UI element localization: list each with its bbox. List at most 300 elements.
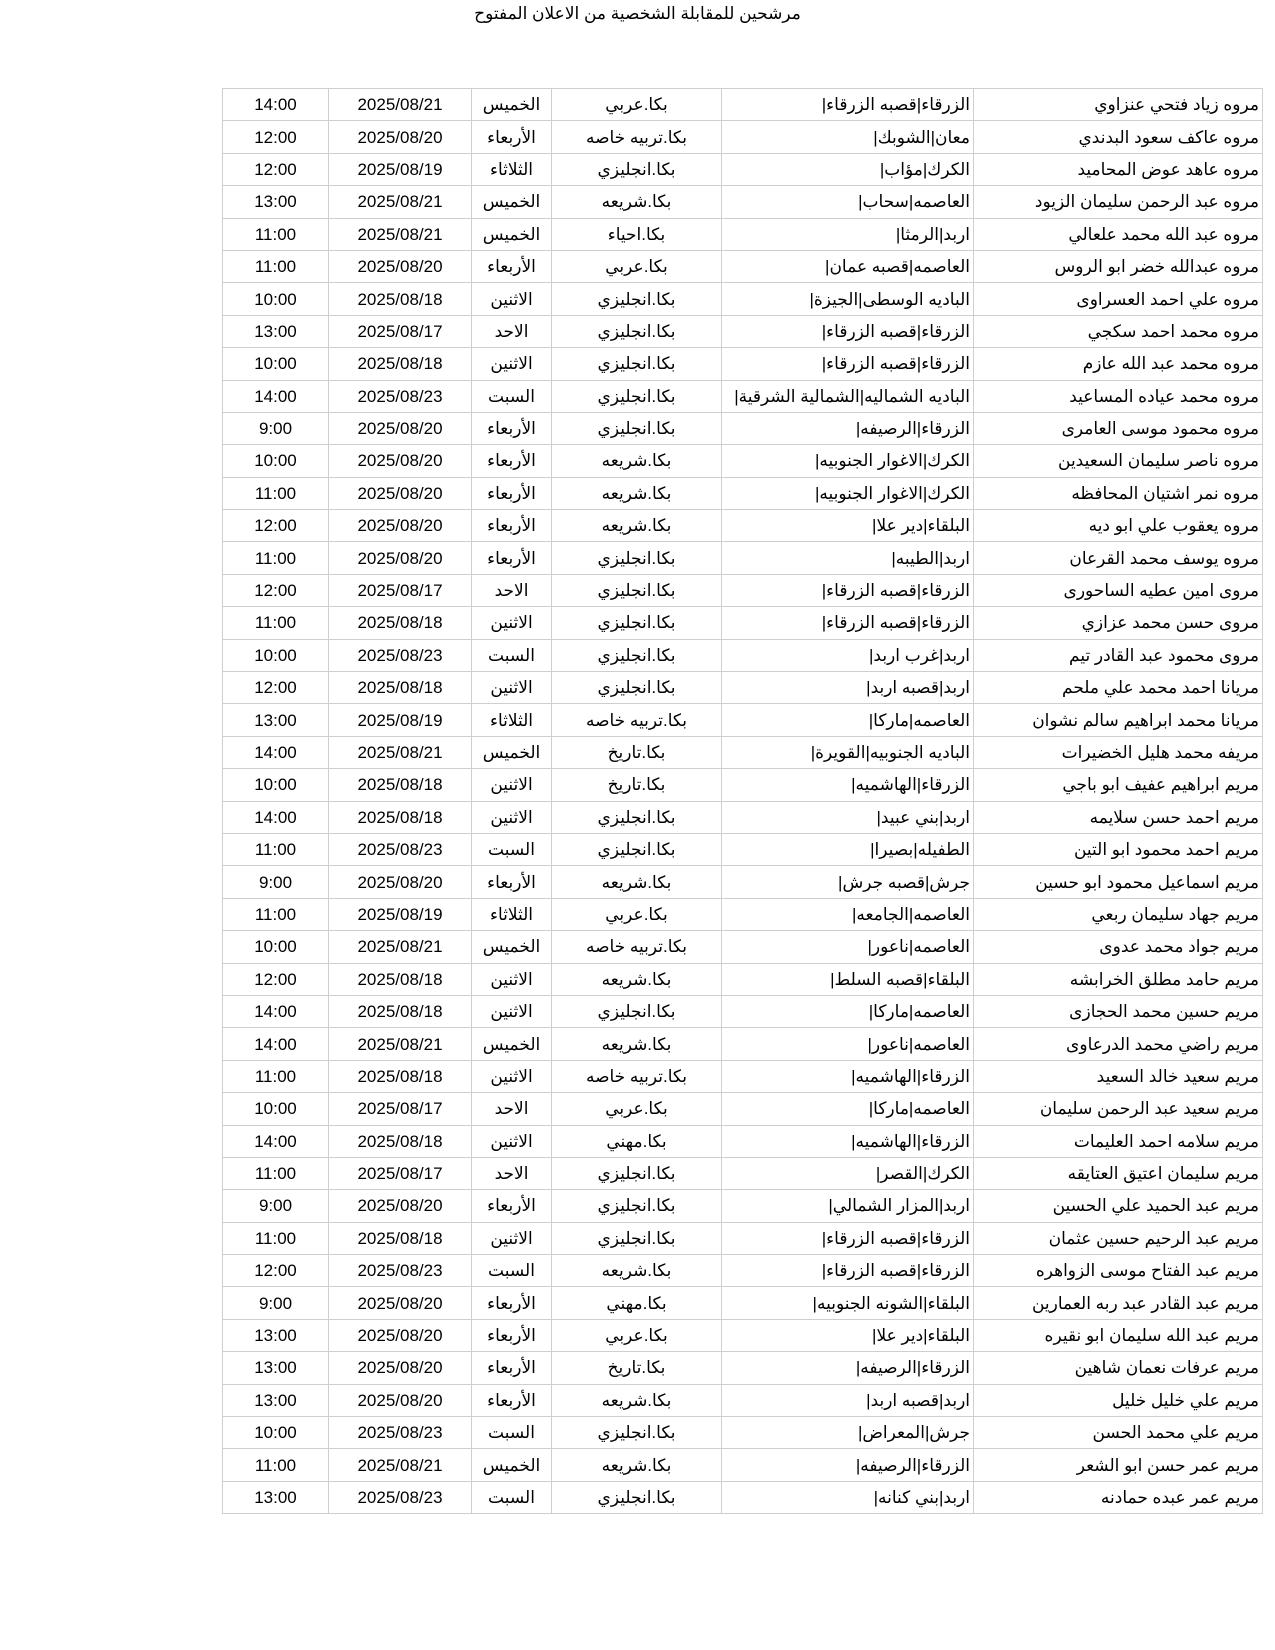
time-cell: 14:00 [223,736,329,768]
area-cell: الكرك|مؤاب| [722,153,974,185]
time-cell: 14:00 [223,995,329,1027]
specialization-cell: بكا.شريعه [552,186,722,218]
area-cell: اربد|قصبه اربد| [722,1384,974,1416]
day-cell: الاثنين [472,348,552,380]
date-cell: 2025/08/19 [329,898,472,930]
area-cell: الكرك|الاغوار الجنوبيه| [722,477,974,509]
date-cell: 2025/08/18 [329,607,472,639]
specialization-cell: بكا.تربيه خاصه [552,1060,722,1092]
specialization-cell: بكا.انجليزي [552,672,722,704]
table-row [223,477,1263,509]
table-row [223,1222,1263,1254]
specialization-cell: بكا.عربي [552,898,722,930]
area-cell: الزرقاء|قصبه الزرقاء| [722,1255,974,1287]
date-cell: 2025/08/23 [329,1481,472,1513]
time-cell: 13:00 [223,1384,329,1416]
date-cell: 2025/08/21 [329,186,472,218]
specialization-cell: بكا.انجليزي [552,1157,722,1189]
time-cell: 11:00 [223,1222,329,1254]
area-cell: الزرقاء|قصبه الزرقاء| [722,607,974,639]
day-cell: السبت [472,1481,552,1513]
time-cell: 12:00 [223,963,329,995]
date-cell: 2025/08/20 [329,477,472,509]
table-row [223,510,1263,542]
day-cell: الأربعاء [472,1287,552,1319]
specialization-cell: بكا.مهني [552,1125,722,1157]
time-cell: 11:00 [223,607,329,639]
day-cell: الاثنين [472,607,552,639]
candidate-name-cell: مروى حسن محمد عزازي [974,607,1263,639]
specialization-cell: بكا.انجليزي [552,1222,722,1254]
candidate-name-cell: مريم راضي محمد الدرعاوى [974,1028,1263,1060]
candidate-name-cell: مريم حامد مطلق الخرابشه [974,963,1263,995]
specialization-cell: بكا.انجليزي [552,607,722,639]
specialization-cell: بكا.شريعه [552,963,722,995]
candidate-name-cell: مريم ابراهيم عفيف ابو باجي [974,769,1263,801]
time-cell: 12:00 [223,574,329,606]
date-cell: 2025/08/20 [329,412,472,444]
date-cell: 2025/08/20 [329,1352,472,1384]
date-cell: 2025/08/18 [329,1222,472,1254]
table-row [223,1060,1263,1092]
candidate-name-cell: مريم اسماعيل محمود ابو حسين [974,866,1263,898]
day-cell: الثلاثاء [472,704,552,736]
table-row [223,1190,1263,1222]
day-cell: الاحد [472,1093,552,1125]
specialization-cell: بكا.انجليزي [552,283,722,315]
table-row [223,1384,1263,1416]
day-cell: الخميس [472,89,552,121]
table-row [223,315,1263,347]
date-cell: 2025/08/21 [329,218,472,250]
day-cell: الثلاثاء [472,153,552,185]
specialization-cell: بكا.عربي [552,89,722,121]
time-cell: 10:00 [223,639,329,671]
day-cell: الاثنين [472,963,552,995]
table-row [223,1157,1263,1189]
time-cell: 9:00 [223,1190,329,1222]
area-cell: الزرقاء|الرصيفه| [722,1449,974,1481]
day-cell: الاثنين [472,1222,552,1254]
table-row [223,995,1263,1027]
specialization-cell: بكا.عربي [552,1093,722,1125]
candidate-name-cell: مريم عمر حسن ابو الشعر [974,1449,1263,1481]
table-row [223,963,1263,995]
area-cell: الكرك|الاغوار الجنوبيه| [722,445,974,477]
day-cell: الاثنين [472,995,552,1027]
specialization-cell: بكا.انجليزي [552,542,722,574]
table-row [223,412,1263,444]
day-cell: الأربعاء [472,445,552,477]
table-row [223,898,1263,930]
candidate-name-cell: مريانا محمد ابراهيم سالم نشوان [974,704,1263,736]
specialization-cell: بكا.شريعه [552,510,722,542]
table-row [223,1093,1263,1125]
area-cell: العاصمه|قصبه عمان| [722,250,974,282]
candidate-name-cell: مريم عرفات نعمان شاهين [974,1352,1263,1384]
time-cell: 11:00 [223,1157,329,1189]
candidate-name-cell: مروه نمر اشتيان المحافظه [974,477,1263,509]
specialization-cell: بكا.شريعه [552,1384,722,1416]
area-cell: البلقاء|الشونه الجنوبيه| [722,1287,974,1319]
table-row [223,833,1263,865]
day-cell: الاثنين [472,283,552,315]
time-cell: 13:00 [223,186,329,218]
day-cell: الاثنين [472,1060,552,1092]
date-cell: 2025/08/20 [329,510,472,542]
day-cell: السبت [472,1255,552,1287]
time-cell: 13:00 [223,315,329,347]
candidate-name-cell: مروه علي احمد العسراوى [974,283,1263,315]
date-cell: 2025/08/23 [329,639,472,671]
date-cell: 2025/08/17 [329,574,472,606]
specialization-cell: بكا.تربيه خاصه [552,931,722,963]
day-cell: الأربعاء [472,866,552,898]
time-cell: 14:00 [223,89,329,121]
specialization-cell: بكا.احياء [552,218,722,250]
time-cell: 13:00 [223,1319,329,1351]
date-cell: 2025/08/20 [329,1384,472,1416]
day-cell: الخميس [472,1028,552,1060]
date-cell: 2025/08/20 [329,445,472,477]
date-cell: 2025/08/20 [329,1190,472,1222]
date-cell: 2025/08/21 [329,89,472,121]
area-cell: العاصمه|ناعور| [722,931,974,963]
day-cell: الأربعاء [472,1352,552,1384]
date-cell: 2025/08/20 [329,1287,472,1319]
date-cell: 2025/08/20 [329,250,472,282]
time-cell: 10:00 [223,769,329,801]
table-row [223,542,1263,574]
table-row [223,1352,1263,1384]
time-cell: 12:00 [223,153,329,185]
date-cell: 2025/08/21 [329,736,472,768]
candidate-name-cell: مروه عاهد عوض المحاميد [974,153,1263,185]
time-cell: 11:00 [223,218,329,250]
area-cell: الكرك|القصر| [722,1157,974,1189]
area-cell: البلقاء|دير علا| [722,1319,974,1351]
table-row [223,704,1263,736]
table-row [223,218,1263,250]
day-cell: الأربعاء [472,121,552,153]
time-cell: 11:00 [223,898,329,930]
date-cell: 2025/08/18 [329,963,472,995]
table-row [223,866,1263,898]
candidate-name-cell: مريفه محمد هليل الخضيرات [974,736,1263,768]
table-row [223,186,1263,218]
day-cell: الخميس [472,1449,552,1481]
time-cell: 11:00 [223,1449,329,1481]
candidate-name-cell: مريم جواد محمد عدوى [974,931,1263,963]
day-cell: الاثنين [472,672,552,704]
specialization-cell: بكا.انجليزي [552,639,722,671]
time-cell: 11:00 [223,833,329,865]
date-cell: 2025/08/18 [329,769,472,801]
time-cell: 13:00 [223,1352,329,1384]
specialization-cell: بكا.انجليزي [552,833,722,865]
specialization-cell: بكا.شريعه [552,1028,722,1060]
day-cell: السبت [472,639,552,671]
area-cell: اربد|الرمثا| [722,218,974,250]
area-cell: العاصمه|الجامعه| [722,898,974,930]
candidate-name-cell: مريم عبد الفتاح موسى الزواهره [974,1255,1263,1287]
candidate-name-cell: مريم عبد الله سليمان ابو نقيره [974,1319,1263,1351]
date-cell: 2025/08/23 [329,380,472,412]
area-cell: الزرقاء|قصبه الزرقاء| [722,315,974,347]
specialization-cell: بكا.انجليزي [552,315,722,347]
candidate-name-cell: مروه يعقوب علي ابو ديه [974,510,1263,542]
time-cell: 10:00 [223,283,329,315]
date-cell: 2025/08/17 [329,315,472,347]
date-cell: 2025/08/18 [329,348,472,380]
area-cell: جرش|المعراض| [722,1417,974,1449]
date-cell: 2025/08/20 [329,866,472,898]
candidate-name-cell: مريم حسين محمد الحجازى [974,995,1263,1027]
area-cell: الزرقاء|الهاشميه| [722,1125,974,1157]
candidate-name-cell: مريم علي خليل خليل [974,1384,1263,1416]
specialization-cell: بكا.شريعه [552,1255,722,1287]
candidate-name-cell: مريم سليمان اعتيق العتايقه [974,1157,1263,1189]
day-cell: الاحد [472,574,552,606]
table-row [223,1028,1263,1060]
area-cell: اربد|غرب اربد| [722,639,974,671]
date-cell: 2025/08/19 [329,153,472,185]
specialization-cell: بكا.مهني [552,1287,722,1319]
time-cell: 12:00 [223,1255,329,1287]
candidate-name-cell: مروه محمد عياده المساعيد [974,380,1263,412]
day-cell: الأربعاء [472,1384,552,1416]
day-cell: الأربعاء [472,412,552,444]
time-cell: 11:00 [223,542,329,574]
day-cell: الخميس [472,931,552,963]
candidate-name-cell: مروه محمود موسى العامرى [974,412,1263,444]
table-row [223,89,1263,121]
table-row [223,574,1263,606]
day-cell: الاثنين [472,1125,552,1157]
time-cell: 10:00 [223,1093,329,1125]
area-cell: الطفيله|بصيرا| [722,833,974,865]
area-cell: الزرقاء|قصبه الزرقاء| [722,89,974,121]
area-cell: العاصمه|ماركا| [722,995,974,1027]
area-cell: العاصمه|ماركا| [722,1093,974,1125]
table-row [223,801,1263,833]
specialization-cell: بكا.شريعه [552,477,722,509]
candidate-name-cell: مروه محمد عبد الله عازم [974,348,1263,380]
time-cell: 12:00 [223,510,329,542]
candidate-name-cell: مروه زياد فتحي عنزاوي [974,89,1263,121]
specialization-cell: بكا.انجليزي [552,380,722,412]
specialization-cell: بكا.تاريخ [552,736,722,768]
area-cell: البلقاء|قصبه السلط| [722,963,974,995]
time-cell: 10:00 [223,1417,329,1449]
specialization-cell: بكا.انجليزي [552,1481,722,1513]
specialization-cell: بكا.عربي [552,1319,722,1351]
area-cell: العاصمه|ماركا| [722,704,974,736]
table-row [223,1449,1263,1481]
date-cell: 2025/08/18 [329,801,472,833]
candidate-name-cell: مروى محمود عبد القادر تيم [974,639,1263,671]
date-cell: 2025/08/18 [329,672,472,704]
table-row [223,445,1263,477]
specialization-cell: بكا.انجليزي [552,801,722,833]
area-cell: الزرقاء|قصبه الزرقاء| [722,574,974,606]
date-cell: 2025/08/20 [329,1319,472,1351]
table-row [223,1125,1263,1157]
candidate-name-cell: مريم سعيد خالد السعيد [974,1060,1263,1092]
candidate-name-cell: مروه عبد الله محمد علعالي [974,218,1263,250]
date-cell: 2025/08/20 [329,121,472,153]
specialization-cell: بكا.تاريخ [552,1352,722,1384]
candidates-table-body [223,89,1263,1514]
time-cell: 11:00 [223,250,329,282]
time-cell: 12:00 [223,121,329,153]
candidate-name-cell: مريم عمر عبده حمادنه [974,1481,1263,1513]
candidates-table [222,88,1263,1514]
candidate-name-cell: مروه يوسف محمد القرعان [974,542,1263,574]
date-cell: 2025/08/23 [329,833,472,865]
day-cell: السبت [472,833,552,865]
area-cell: الزرقاء|الرصيفه| [722,412,974,444]
table-row [223,1481,1263,1513]
candidate-name-cell: مروه ناصر سليمان السعيدين [974,445,1263,477]
day-cell: الخميس [472,736,552,768]
specialization-cell: بكا.انجليزي [552,574,722,606]
day-cell: الثلاثاء [472,898,552,930]
area-cell: جرش|قصبه جرش| [722,866,974,898]
day-cell: السبت [472,1417,552,1449]
time-cell: 9:00 [223,1287,329,1319]
time-cell: 11:00 [223,477,329,509]
candidate-name-cell: مروه عبد الرحمن سليمان الزيود [974,186,1263,218]
candidate-name-cell: مروه عاكف سعود البدندي [974,121,1263,153]
page-title: مرشحين للمقابلة الشخصية من الاعلان المفتوح [474,4,801,23]
date-cell: 2025/08/21 [329,1028,472,1060]
table-row [223,607,1263,639]
specialization-cell: بكا.تربيه خاصه [552,121,722,153]
area-cell: الزرقاء|الهاشميه| [722,769,974,801]
specialization-cell: بكا.شريعه [552,445,722,477]
specialization-cell: بكا.انجليزي [552,1417,722,1449]
date-cell: 2025/08/18 [329,283,472,315]
candidate-name-cell: مروه عبدالله خضر ابو الروس [974,250,1263,282]
area-cell: العاصمه|سحاب| [722,186,974,218]
specialization-cell: بكا.تربيه خاصه [552,704,722,736]
day-cell: الأربعاء [472,250,552,282]
date-cell: 2025/08/23 [329,1417,472,1449]
specialization-cell: بكا.شريعه [552,866,722,898]
candidate-name-cell: مريم احمد محمود ابو التين [974,833,1263,865]
time-cell: 14:00 [223,801,329,833]
specialization-cell: بكا.انجليزي [552,995,722,1027]
area-cell: اربد|بني عبيد| [722,801,974,833]
date-cell: 2025/08/18 [329,995,472,1027]
specialization-cell: بكا.انجليزي [552,412,722,444]
day-cell: الأربعاء [472,510,552,542]
area-cell: الزرقاء|قصبه الزرقاء| [722,1222,974,1254]
candidate-name-cell: مريم علي محمد الحسن [974,1417,1263,1449]
candidate-name-cell: مريم سلامه احمد العليمات [974,1125,1263,1157]
day-cell: الخميس [472,186,552,218]
area-cell: الزرقاء|قصبه الزرقاء| [722,348,974,380]
time-cell: 10:00 [223,445,329,477]
day-cell: الأربعاء [472,1190,552,1222]
date-cell: 2025/08/21 [329,931,472,963]
time-cell: 13:00 [223,704,329,736]
area-cell: اربد|قصبه اربد| [722,672,974,704]
area-cell: العاصمه|ناعور| [722,1028,974,1060]
area-cell: الباديه الوسطى|الجيزة| [722,283,974,315]
date-cell: 2025/08/18 [329,1060,472,1092]
area-cell: الباديه الجنوبيه|القويرة| [722,736,974,768]
date-cell: 2025/08/20 [329,542,472,574]
table-row [223,931,1263,963]
table-row [223,153,1263,185]
time-cell: 9:00 [223,866,329,898]
day-cell: الاحد [472,1157,552,1189]
candidate-name-cell: مريانا احمد محمد علي ملحم [974,672,1263,704]
day-cell: الأربعاء [472,542,552,574]
candidate-name-cell: مريم عبد الرحيم حسين عثمان [974,1222,1263,1254]
day-cell: الاحد [472,315,552,347]
candidate-name-cell: مروه محمد احمد سكجي [974,315,1263,347]
date-cell: 2025/08/23 [329,1255,472,1287]
area-cell: معان|الشوبك| [722,121,974,153]
date-cell: 2025/08/17 [329,1157,472,1189]
specialization-cell: بكا.تاريخ [552,769,722,801]
area-cell: الباديه الشماليه|الشمالية الشرقية| [722,380,974,412]
table-row [223,250,1263,282]
table-row [223,1319,1263,1351]
date-cell: 2025/08/18 [329,1125,472,1157]
area-cell: الزرقاء|الهاشميه| [722,1060,974,1092]
date-cell: 2025/08/21 [329,1449,472,1481]
specialization-cell: بكا.انجليزي [552,1190,722,1222]
table-row [223,1255,1263,1287]
candidate-name-cell: مريم عبد القادر عبد ربه العمارين [974,1287,1263,1319]
table-row [223,380,1263,412]
specialization-cell: بكا.شريعه [552,1449,722,1481]
specialization-cell: بكا.عربي [552,250,722,282]
specialization-cell: بكا.انجليزي [552,153,722,185]
candidate-name-cell: مروى امين عطيه الساحورى [974,574,1263,606]
table-row [223,348,1263,380]
area-cell: اربد|الطيبه| [722,542,974,574]
time-cell: 10:00 [223,348,329,380]
time-cell: 14:00 [223,1028,329,1060]
table-row [223,1287,1263,1319]
day-cell: الاثنين [472,801,552,833]
time-cell: 10:00 [223,931,329,963]
area-cell: اربد|بني كنانه| [722,1481,974,1513]
day-cell: الخميس [472,218,552,250]
table-row [223,283,1263,315]
candidate-name-cell: مريم احمد حسن سلايمه [974,801,1263,833]
candidate-name-cell: مريم جهاد سليمان ربعي [974,898,1263,930]
time-cell: 14:00 [223,1125,329,1157]
time-cell: 12:00 [223,672,329,704]
date-cell: 2025/08/17 [329,1093,472,1125]
table-row [223,121,1263,153]
table-row [223,1417,1263,1449]
time-cell: 14:00 [223,380,329,412]
table-row [223,769,1263,801]
table-row [223,672,1263,704]
table-row [223,639,1263,671]
time-cell: 13:00 [223,1481,329,1513]
day-cell: السبت [472,380,552,412]
area-cell: البلقاء|دير علا| [722,510,974,542]
day-cell: الأربعاء [472,1319,552,1351]
